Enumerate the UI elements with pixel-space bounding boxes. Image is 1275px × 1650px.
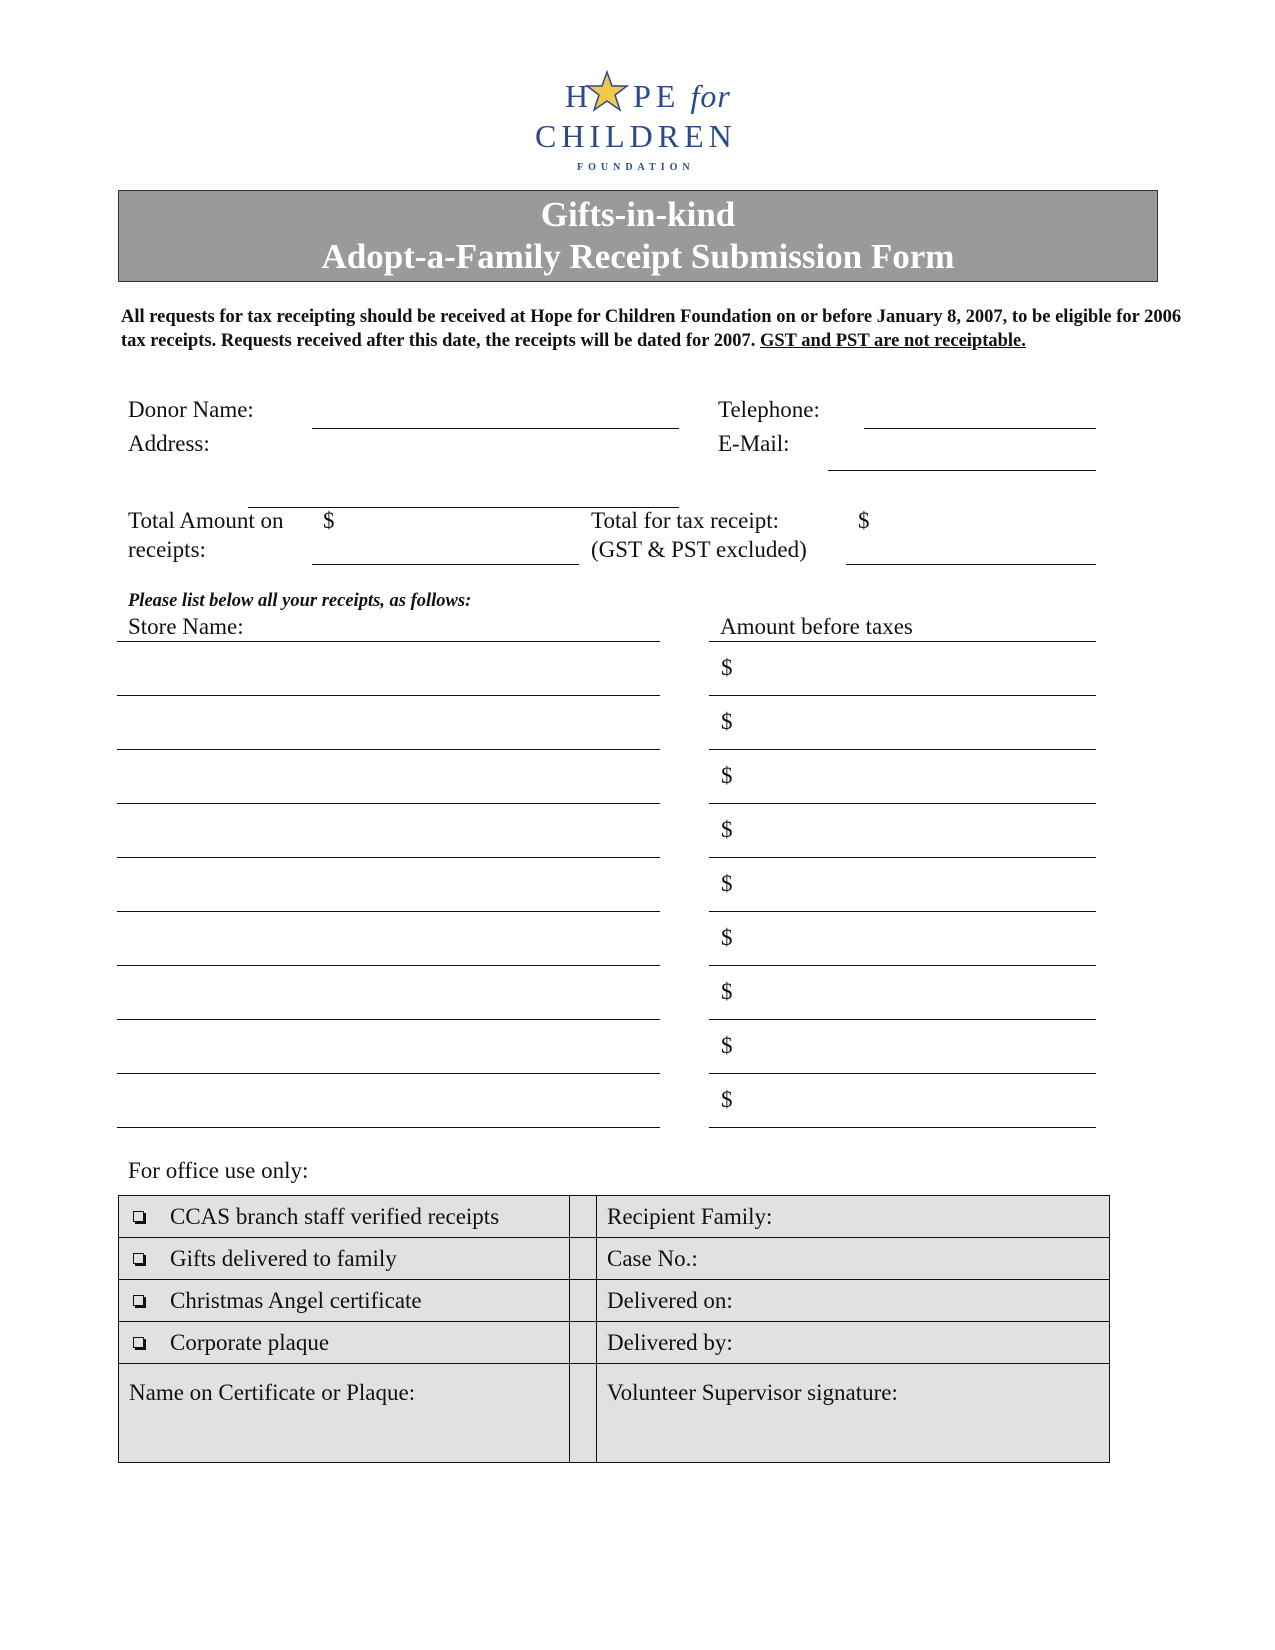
telephone-field[interactable] xyxy=(864,428,1096,429)
office-right-cell[interactable] xyxy=(597,1322,1110,1364)
checkbox-icon[interactable] xyxy=(133,1253,144,1264)
intro-text: All requests for tax receipting should be received at Hope for Children Foundation on or before January 8, 2007, to be eligible for 2006 tax receipts. Requests received after this date, the receipts will be dated for 2007. xyxy=(121,307,1182,351)
amount-field[interactable] xyxy=(709,911,1096,912)
total-amount-currency: $ xyxy=(323,508,335,533)
store-name-field[interactable] xyxy=(117,1073,660,1074)
total-tax-label-line2: (GST & PST excluded) xyxy=(591,537,807,562)
office-spacer-cell xyxy=(570,1196,597,1238)
logo-letters-pe: PE xyxy=(633,78,681,114)
amount-field[interactable] xyxy=(709,1019,1096,1020)
foundation-logo xyxy=(535,66,745,176)
office-left-label: Gifts delivered to family xyxy=(170,1245,397,1271)
email-field[interactable] xyxy=(828,470,1096,471)
amount-header: Amount before taxes xyxy=(720,614,913,639)
receipts-instruction: Please list below all your receipts, as follows: xyxy=(128,591,472,611)
office-spacer-cell xyxy=(570,1322,597,1364)
store-name-field[interactable] xyxy=(117,1019,660,1020)
office-left-cell xyxy=(119,1196,570,1238)
office-spacer-cell xyxy=(570,1364,597,1463)
store-name-field[interactable] xyxy=(117,749,660,750)
office-left-cell xyxy=(119,1364,570,1463)
address-label: Address: xyxy=(128,431,210,456)
total-tax-label-line1: Total for tax receipt: xyxy=(591,508,780,533)
amount-currency: $ xyxy=(721,763,733,788)
form-title-banner xyxy=(118,190,1158,282)
office-right-label: Delivered by: xyxy=(607,1329,733,1355)
amount-field[interactable] xyxy=(709,803,1096,804)
office-row xyxy=(119,1238,1110,1280)
logo-wordmark-foundation: FOUNDATION xyxy=(577,162,695,173)
amount-currency: $ xyxy=(721,1087,733,1112)
office-row xyxy=(119,1280,1110,1322)
intro-paragraph xyxy=(121,305,1191,353)
store-name-field[interactable] xyxy=(117,965,660,966)
checkbox-icon[interactable] xyxy=(133,1211,144,1222)
amount-field[interactable] xyxy=(709,1073,1096,1074)
amount-header-rule xyxy=(709,641,1096,642)
office-row xyxy=(119,1196,1110,1238)
office-spacer-cell xyxy=(570,1280,597,1322)
amount-currency: $ xyxy=(721,979,733,1004)
form-title-line2: Adopt-a-Family Receipt Submission Form xyxy=(321,237,955,276)
office-right-label: Recipient Family: xyxy=(607,1203,773,1229)
checkbox-icon[interactable] xyxy=(133,1295,144,1306)
amount-currency: $ xyxy=(721,817,733,842)
total-amount-label-line2: receipts: xyxy=(128,537,206,562)
office-right-cell[interactable] xyxy=(597,1238,1110,1280)
office-left-cell xyxy=(119,1238,570,1280)
donor-name-field[interactable] xyxy=(312,428,679,429)
store-name-field[interactable] xyxy=(117,803,660,804)
logo-wordmark-children: CHILDREN xyxy=(535,118,737,154)
office-use-table xyxy=(118,1195,1110,1463)
amount-currency: $ xyxy=(721,655,733,680)
amount-currency: $ xyxy=(721,709,733,734)
office-left-cell xyxy=(119,1280,570,1322)
total-amount-label-line1: Total Amount on xyxy=(128,508,284,533)
office-left-label: Christmas Angel certificate xyxy=(170,1287,422,1313)
logo-for: for xyxy=(690,78,731,114)
amount-field[interactable] xyxy=(709,857,1096,858)
donor-name-label: Donor Name: xyxy=(128,397,254,422)
amount-currency: $ xyxy=(721,1033,733,1058)
office-right-cell[interactable] xyxy=(597,1364,1110,1463)
office-use-heading: For office use only: xyxy=(128,1158,309,1183)
office-left-cell xyxy=(119,1322,570,1364)
star-icon xyxy=(585,70,629,114)
store-name-field[interactable] xyxy=(117,1127,660,1128)
email-label: E-Mail: xyxy=(718,431,790,456)
office-left-label: Name on Certificate or Plaque: xyxy=(129,1380,416,1405)
office-row xyxy=(119,1322,1110,1364)
checkbox-icon[interactable] xyxy=(133,1337,144,1348)
total-tax-currency: $ xyxy=(858,508,870,533)
intro-underlined-note: GST and PST are not receiptable. xyxy=(760,331,1026,351)
office-right-cell[interactable] xyxy=(597,1280,1110,1322)
office-left-label: Corporate plaque xyxy=(170,1329,330,1355)
office-right-label: Case No.: xyxy=(607,1245,698,1271)
total-amount-field[interactable] xyxy=(312,564,579,565)
office-right-label: Volunteer Supervisor signature: xyxy=(607,1380,898,1405)
store-name-field[interactable] xyxy=(117,857,660,858)
amount-field[interactable] xyxy=(709,695,1096,696)
office-row xyxy=(119,1364,1110,1463)
amount-field[interactable] xyxy=(709,749,1096,750)
amount-field[interactable] xyxy=(709,1127,1096,1128)
office-right-label: Delivered on: xyxy=(607,1287,733,1313)
amount-currency: $ xyxy=(721,871,733,896)
telephone-label: Telephone: xyxy=(718,397,820,422)
total-tax-field[interactable] xyxy=(846,564,1096,565)
office-spacer-cell xyxy=(570,1238,597,1280)
logo-letter-h: H xyxy=(565,78,594,114)
store-name-field[interactable] xyxy=(117,911,660,912)
office-left-label: CCAS branch staff verified receipts xyxy=(170,1203,500,1229)
amount-field[interactable] xyxy=(709,965,1096,966)
amount-currency: $ xyxy=(721,925,733,950)
store-name-header: Store Name: xyxy=(128,614,244,639)
store-name-field[interactable] xyxy=(117,695,660,696)
office-right-cell[interactable] xyxy=(597,1196,1110,1238)
store-header-rule xyxy=(117,641,660,642)
form-title-line1: Gifts-in-kind xyxy=(540,195,736,234)
